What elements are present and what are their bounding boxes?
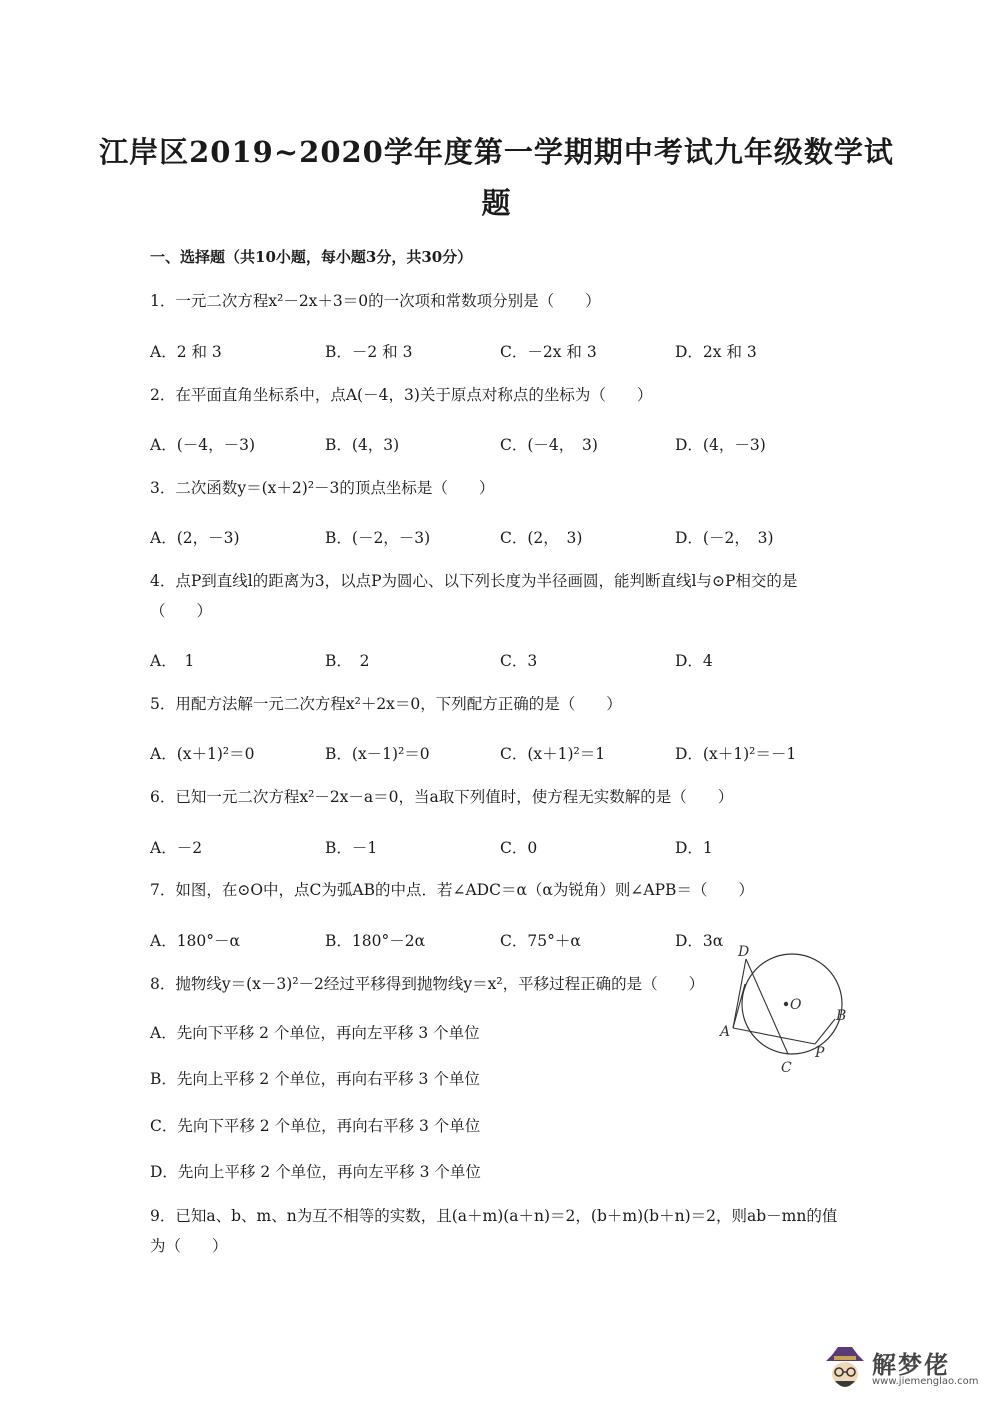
option-d: D．4: [675, 652, 713, 670]
label-a: A: [720, 1024, 731, 1040]
option-a: A．2 和 3: [150, 343, 222, 361]
option-d: D．3α: [675, 932, 724, 950]
label-b: B: [836, 1008, 847, 1024]
watermark: [822, 1343, 982, 1393]
segment-p-b: [815, 1019, 835, 1044]
option-b: B．－2 和 3: [325, 343, 413, 361]
option-c: C．0: [500, 839, 538, 857]
option-d: D．(x＋1)²＝－1: [675, 745, 797, 763]
question-9: 9．已知a、b、m、n为互不相等的实数，且(a＋m)(a＋n)＝2，(b＋m)(b＋n)＝2，则ab－mn的值为（ ）: [150, 1207, 838, 1255]
option-c: C．(－4， 3): [500, 436, 598, 454]
label-c: C: [781, 1060, 792, 1076]
option-a: A．(x＋1)²＝0: [150, 745, 255, 763]
option-a: A．－2: [150, 839, 203, 857]
option-b: B．180°－2α: [325, 932, 426, 950]
option-b: B．(x－1)²＝0: [325, 745, 430, 763]
option-b: B．－1: [325, 839, 378, 857]
option-b: B．(－2，－3): [325, 529, 431, 547]
circle-geometry-figure: [716, 940, 866, 1080]
option-c: C．(x＋1)²＝1: [500, 745, 606, 763]
watermark-name: 解梦佬: [872, 1351, 950, 1379]
segment-d-c: [746, 959, 788, 1054]
option-c: C．－2x 和 3: [500, 343, 597, 361]
detective-avatar-icon: [822, 1343, 868, 1393]
option-c: C．3: [500, 652, 538, 670]
question-8-option-d: D．先向上平移 2 个单位，再向左平移 3 个单位: [150, 1163, 481, 1181]
question-8: 8．抛物线y＝(x－3)²－2经过平移得到抛物线y＝x²，平移过程正确的是（ ）: [150, 975, 705, 993]
question-4: 4．点P到直线l的距离为3，以点P为圆心、以下列长度为半径画圆，能判断直线l与⊙P相交的是（ ）: [150, 572, 798, 620]
label-o: O: [790, 997, 802, 1013]
option-b: B． 2: [325, 652, 370, 670]
option-a: A．(－4，－3): [150, 436, 256, 454]
label-d: D: [738, 944, 750, 960]
option-a: A． 1: [150, 652, 195, 670]
question-3: 3．二次函数y＝(x＋2)²－3的顶点坐标是（ ）: [150, 479, 495, 497]
question-6: 6．已知一元二次方程x²－2x－a＝0，当a取下列值时，使方程无实数解的是（ ）: [150, 788, 734, 806]
option-b: B．(4，3): [325, 436, 400, 454]
label-p: P: [815, 1045, 825, 1061]
question-8-option-a: A．先向下平移 2 个单位，再向左平移 3 个单位: [150, 1024, 480, 1042]
option-c: C．75°＋α: [500, 932, 581, 950]
watermark-url: www.jiemenglao.com: [872, 1376, 979, 1387]
page-title-line-2: 题: [481, 186, 512, 220]
option-d: D．1: [675, 839, 713, 857]
question-7: 7．如图，在⊙O中，点C为弧AB的中点．若∠ADC＝α（α为锐角）则∠APB＝（ ）: [150, 881, 754, 899]
option-c: C．(2， 3): [500, 529, 583, 547]
question-2: 2．在平面直角坐标系中，点A(－4，3)关于原点对称点的坐标为（ ）: [150, 386, 653, 404]
option-a: A．(2，－3): [150, 529, 240, 547]
section-heading: 一、选择题（共10小题，每小题3分，共30分）: [150, 248, 473, 266]
question-5: 5．用配方法解一元二次方程x²＋2x＝0，下列配方正确的是（ ）: [150, 695, 622, 713]
option-d: D．2x 和 3: [675, 343, 757, 361]
question-8-option-b: B．先向上平移 2 个单位，再向右平移 3 个单位: [150, 1070, 480, 1088]
page-title-line-1: 江岸区2019~2020学年度第一学期期中考试九年级数学试: [99, 135, 894, 169]
segment-a-p: [733, 1028, 815, 1044]
question-1: 1．一元二次方程x²－2x＋3＝0的一次项和常数项分别是（ ）: [150, 292, 601, 310]
option-d: D．(4，－3): [675, 436, 766, 454]
center-point: [784, 1002, 788, 1006]
option-d: D．(－2， 3): [675, 529, 774, 547]
option-a: A．180°－α: [150, 932, 240, 950]
question-8-option-c: C．先向下平移 2 个单位，再向右平移 3 个单位: [150, 1117, 481, 1135]
